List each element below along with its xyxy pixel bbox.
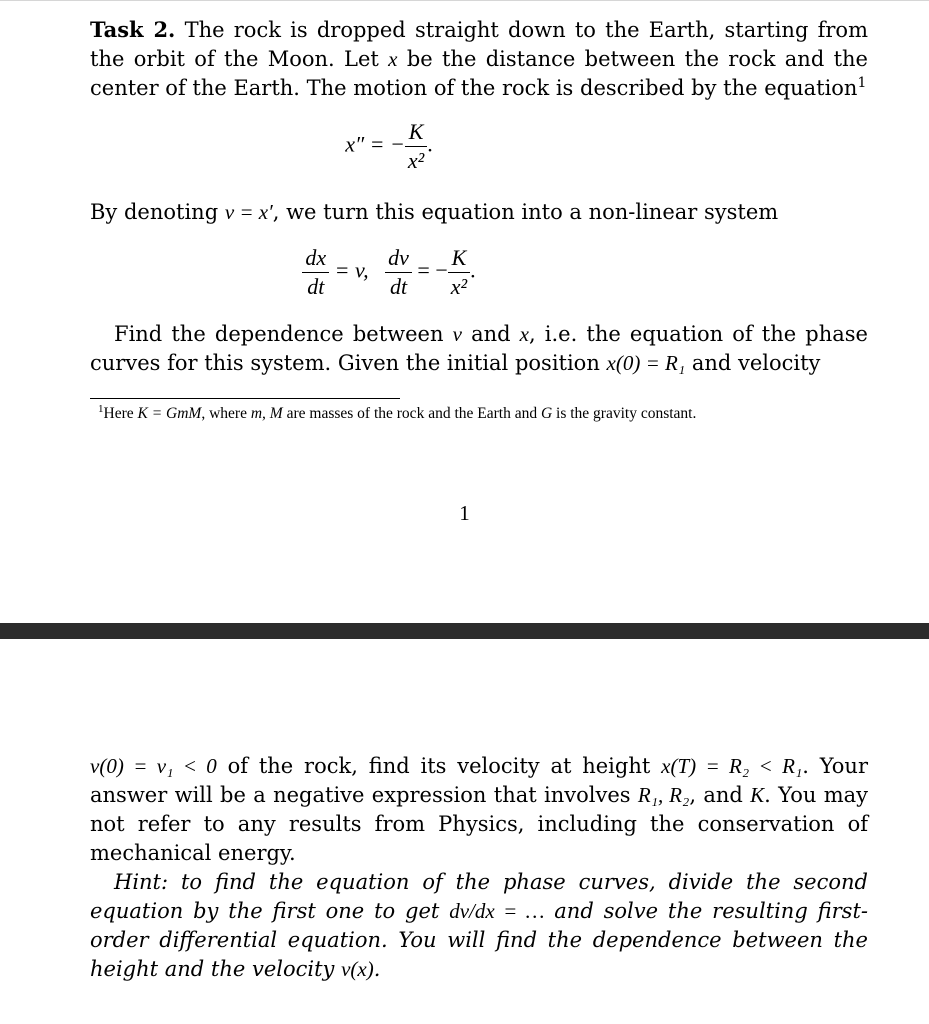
cont-text-1: of the rock, find its velocity at height (216, 754, 662, 778)
eq1-fraction (405, 118, 427, 175)
footnote-math-1: K = GmM (137, 405, 202, 422)
hint-math-1: dv/dx = … (449, 899, 545, 923)
sys-fraction-kx2 (448, 244, 470, 301)
footnote-mark: 1 (98, 402, 104, 415)
find-text-4: and velocity (685, 351, 821, 375)
eq1-period: . (427, 131, 433, 157)
page-separator (0, 623, 929, 639)
eq1-denominator: x² (407, 148, 425, 173)
sys-den-dt: dt (307, 274, 325, 299)
find-var-v: v (452, 322, 462, 346)
hint-paragraph (90, 868, 868, 984)
denote-text-2: , we turn this equation into a non-linear system (272, 200, 779, 224)
cont-math-2: x(T) = R₂ < R₁ (661, 754, 803, 778)
equation-system (0, 244, 778, 301)
sys-fraction-dvdt (385, 244, 412, 301)
find-math-initial: x(0) = R₁ (606, 351, 686, 375)
find-paragraph (90, 320, 868, 378)
hint-text-2: and solve the resulting first-order differential equation. You will find the dependence between the height and the velocity (90, 899, 868, 981)
cont-math-3: R₁, R₂ (637, 783, 690, 807)
eq1-numerator: K (405, 118, 427, 147)
sys-fraction-dxdt (302, 244, 329, 301)
sys-mid-2: = − (411, 257, 448, 283)
continuation-paragraph (90, 752, 868, 868)
sys-mid-1: = v, (329, 257, 386, 283)
intro-text-2: be the distance between the rock and the center of the Earth. The motion of the rock is described by the equation (90, 47, 868, 100)
find-text-1: Find the dependence between (114, 322, 453, 346)
denote-paragraph (90, 198, 868, 227)
footnote-text-2: , where (201, 405, 251, 422)
footnote-math-2: m, M (250, 405, 283, 422)
footnote (98, 404, 868, 424)
cont-text-4: . You may not refer to any results from Physics, including the conservation of mechanical energy. (90, 783, 869, 865)
intro-text-1: The rock is dropped straight down to the Earth, starting from the orbit of the Moon. Let (90, 18, 868, 71)
find-var-x: x (519, 322, 529, 346)
equation-motion (0, 118, 778, 175)
denote-text-1: By denoting (90, 200, 225, 224)
cont-math-1: v(0) = v₁ < 0 (90, 754, 217, 778)
denote-math: v = x′ (224, 200, 273, 224)
hint-text-3: . (373, 957, 381, 981)
footnote-text-3: are masses of the rock and the Earth and (282, 405, 541, 422)
sys-den-dt-2: dt (389, 274, 408, 299)
intro-var-x: x (388, 47, 398, 71)
footnote-ref: 1 (857, 75, 867, 91)
sys-num-dx: dx (302, 244, 329, 273)
footnote-math-3: G (540, 405, 553, 422)
cont-math-4: K (750, 783, 765, 807)
task-label: Task 2. (90, 17, 176, 42)
sys-period: . (470, 257, 476, 283)
footnote-rule (90, 398, 400, 399)
find-text-3: , i.e. the equation of the phase curves for this system. Given the initial position (90, 322, 868, 375)
footnote-text-1: Here (103, 405, 138, 422)
hint-text-1: Hint: to find the equation of the phase curves, divide the second equation by the first one to get (90, 870, 868, 923)
sys-den-x2: x² (450, 274, 468, 299)
sys-num-k: K (448, 244, 470, 273)
page-top-border (0, 0, 929, 1)
task-intro-paragraph (90, 15, 868, 103)
sys-num-dv: dv (385, 244, 412, 273)
eq1-lhs: x″ = − (345, 131, 405, 157)
footnote-text-4: is the gravity constant. (552, 405, 697, 422)
cont-text-3: , and (689, 783, 751, 807)
hint-math-2: v(x) (341, 957, 374, 981)
find-text-2: and (461, 322, 520, 346)
cont-text-2: . Your answer will be a negative expression that involves (90, 754, 868, 807)
page-number: 1 (459, 501, 470, 525)
